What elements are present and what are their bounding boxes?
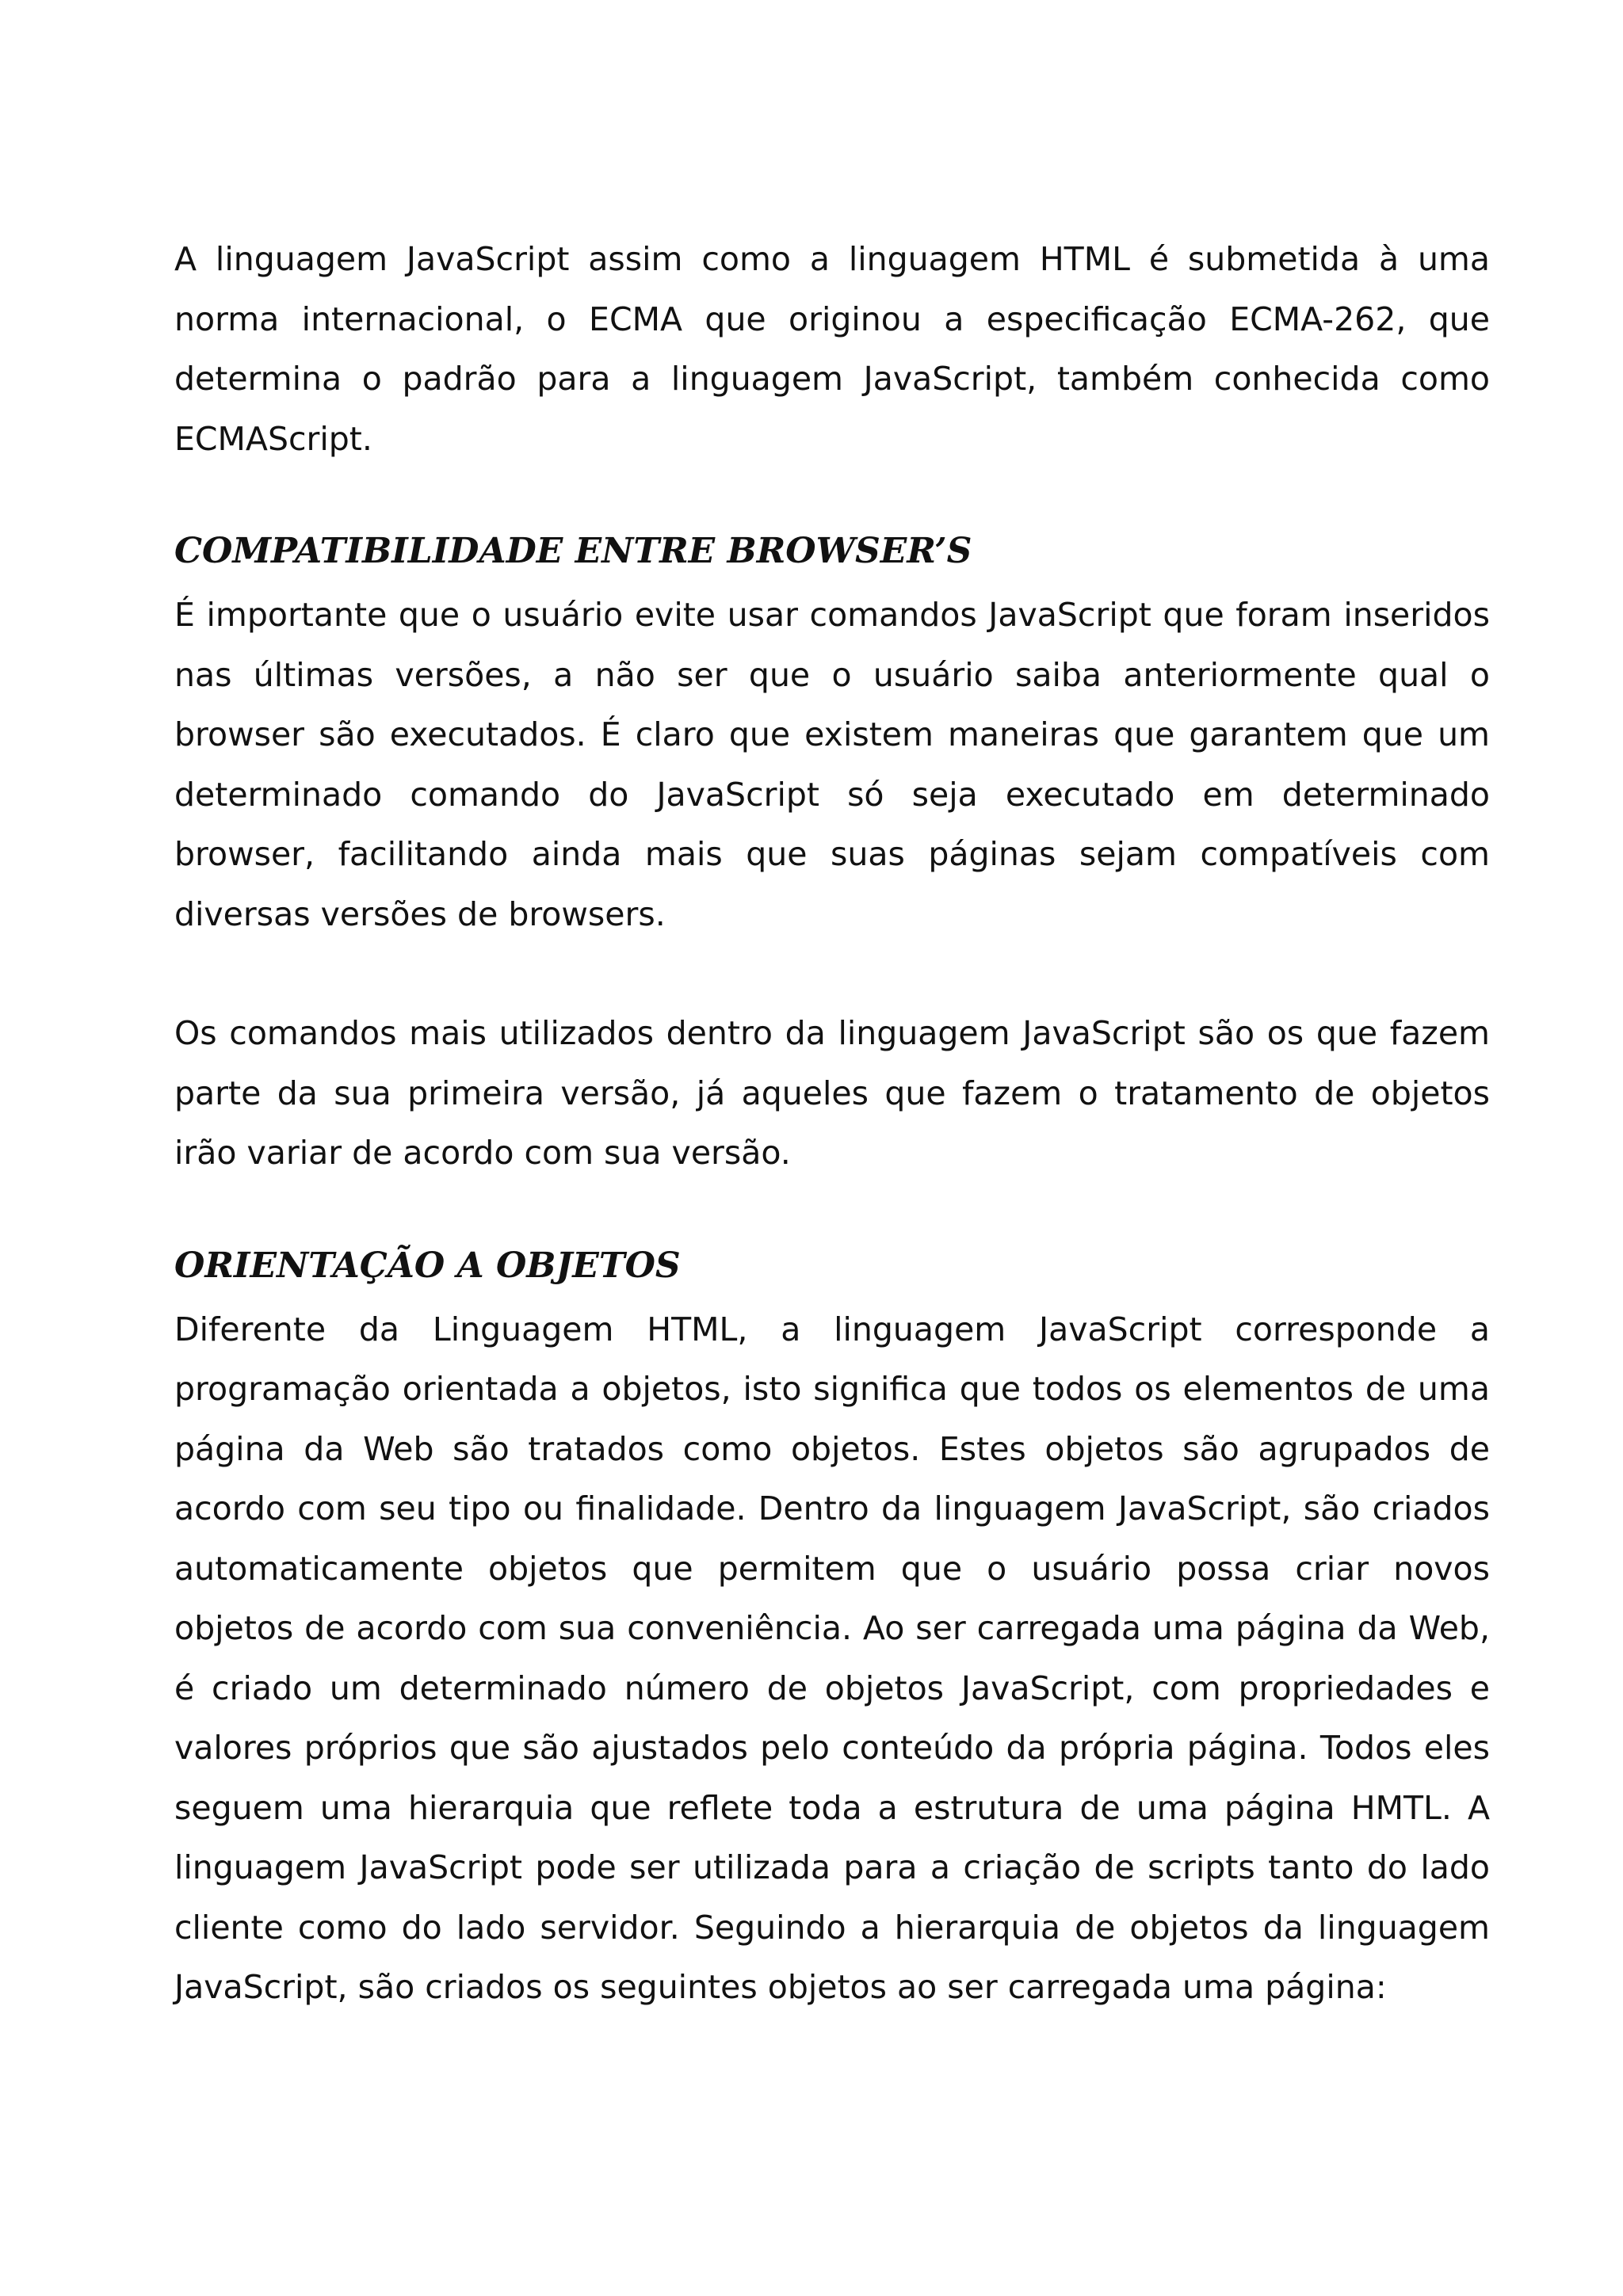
document-body: [174, 230, 1490, 2018]
section-heading-compatibility: COMPATIBILIDADE ENTRE BROWSER’S: [174, 531, 972, 571]
compatibility-paragraph-2: Os comandos mais utilizados dentro da linguagem JavaScript são os que fazem parte da sua primeira versão, já aqueles que fazem o tratamento de objetos irão variar de acordo com sua versão.: [174, 1014, 1490, 1172]
paragraph-gap: [174, 469, 1490, 528]
objects-paragraph-1: Diferente da Linguagem HTML, a linguagem JavaScript corresponde a programação orientada a objetos, isto significa que todos os elementos de uma página da Web são tratados como objetos. Estes objetos são agrupados de acordo com seu tipo ou finalidade. Dentro da linguagem JavaScript, são criados automaticamente objetos que permitem que o usuário possa criar novos objetos de acordo com sua conveniência. Ao ser carregada uma página da Web, é criado um determinado número de objetos JavaScript, com propriedades e valores próprios que são ajustados pelo conteúdo da própria página. Todos eles seguem uma hierarquia que reflete toda a estrutura de uma página HMTL. A linguagem JavaScript pode ser utilizada para a criação de scripts tanto do lado cliente como do lado servidor. Seguindo a hierarquia de objetos da linguagem JavaScript, são criados os seguintes objetos ao ser carregada uma página:: [174, 1310, 1490, 2006]
section-heading-objects: ORIENTAÇÃO A OBJETOS: [174, 1245, 681, 1286]
compatibility-paragraph-1: É importante que o usuário evite usar comandos JavaScript que foram inseridos nas últimas versões, a não ser que o usuário saiba anteriormente qual o browser são executados. É claro que existem maneiras que garantem que um determinado comando do JavaScript só seja executado em determinado browser, facilitando ainda mais que suas páginas sejam compatíveis com diversas versões de browsers.: [174, 596, 1490, 933]
intro-paragraph: A linguagem JavaScript assim como a linguagem HTML é submetida à uma norma internacional, o ECMA que originou a especificação ECMA-262, que determina o padrão para a linguagem JavaScript, também conhecida como ECMAScript.: [174, 240, 1490, 458]
paragraph-gap: [174, 944, 1490, 1004]
paragraph-gap: [174, 1184, 1490, 1243]
